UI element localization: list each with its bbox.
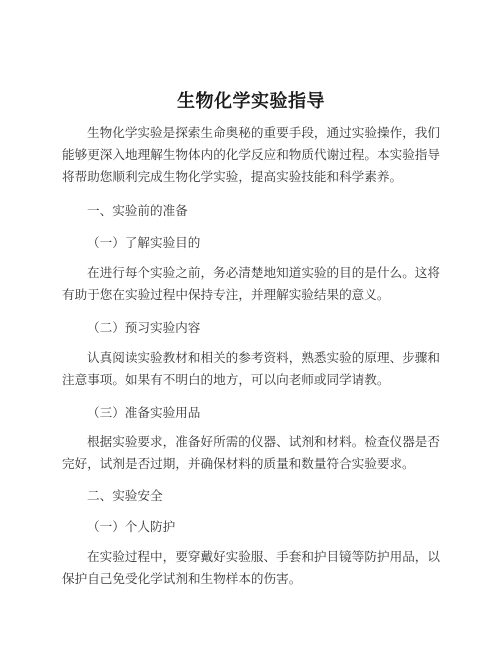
section-heading-preparation: 一、实验前的准备 [87, 203, 188, 218]
subsection-heading-purpose: （一）了解实验目的 [87, 235, 201, 250]
subsection-heading-preview: （二）预习实验内容 [87, 320, 201, 335]
preview-paragraph: 认真阅读实验教材和相关的参考资料，熟悉实验的原理、步骤和注意事项。如果有不明白的地方，可以向老师或同学请教。 [62, 350, 440, 387]
section-heading-safety: 二、实验安全 [87, 488, 163, 503]
document-title: 生物化学实验指导 [177, 91, 325, 112]
subsection-heading-supplies: （三）准备实验用品 [87, 405, 201, 420]
purpose-paragraph: 在进行每个实验之前，务必清楚地知道实验的目的是什么。这将有助于您在实验过程中保持专注，并理解实验结果的意义。 [62, 265, 440, 302]
supplies-paragraph: 根据实验要求，准备好所需的仪器、试剂和材料。检查仪器是否完好，试剂是否过期，并确保材料的质量和数量符合实验要求。 [62, 434, 440, 471]
subsection-heading-protection: （一）个人防护 [87, 519, 176, 534]
protection-paragraph: 在实验过程中，要穿戴好实验服、手套和护目镜等防护用品，以保护自己免受化学试剂和生物样本的伤害。 [62, 549, 440, 586]
intro-paragraph: 生物化学实验是探索生命奥秘的重要手段，通过实验操作，我们能够更深入地理解生物体内的化学反应和物质代谢过程。本实验指导将帮助您顺利完成生物化学实验，提高实验技能和科学素养。 [62, 125, 440, 184]
